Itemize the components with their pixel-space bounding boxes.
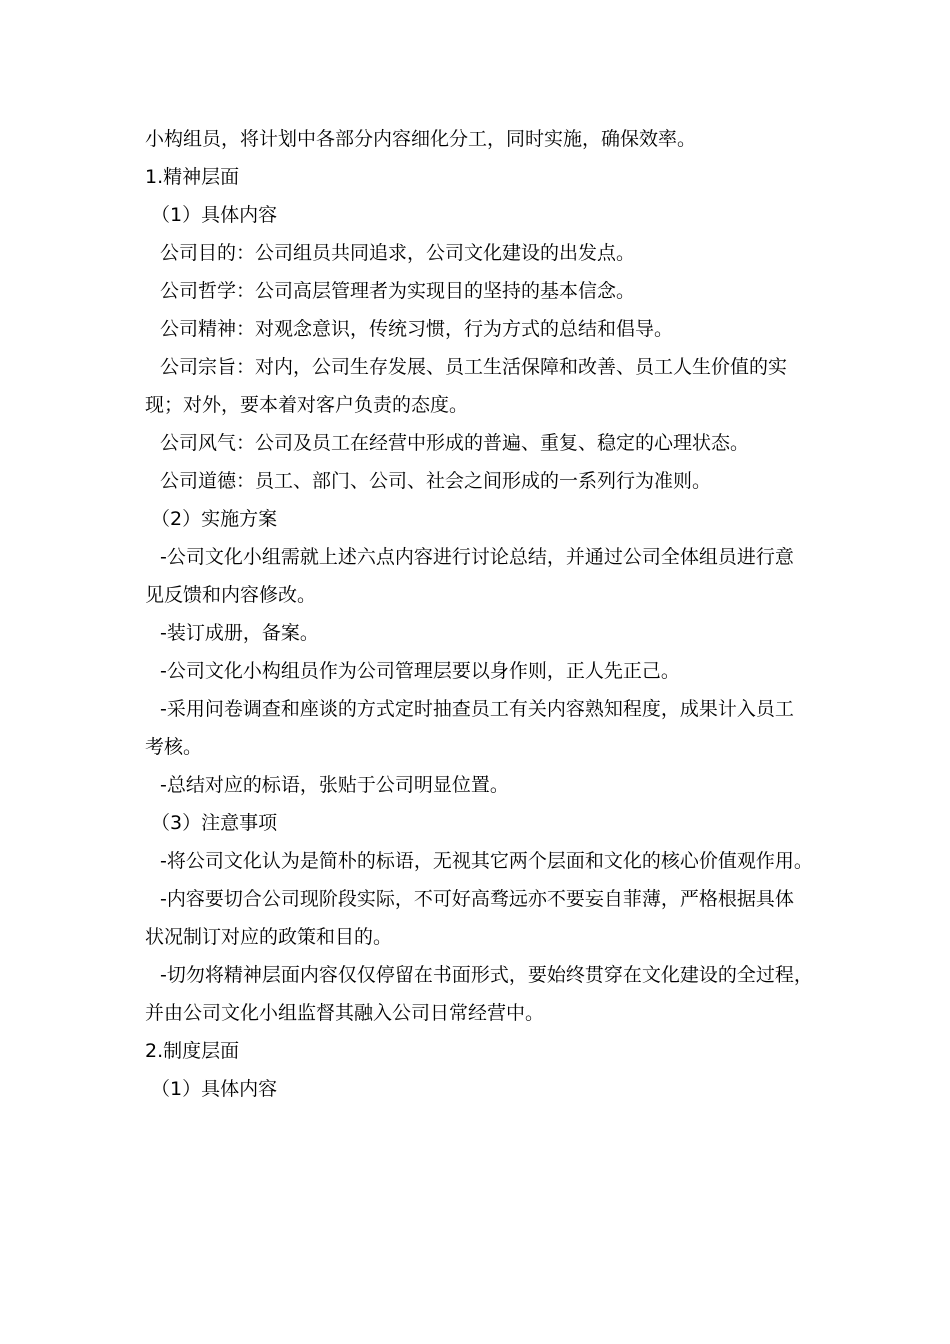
item-company-purpose: 公司目的：公司组员共同追求，公司文化建设的出发点。 — [160, 242, 636, 264]
list-item: -总结对应的标语，张贴于公司明显位置。 — [160, 774, 509, 796]
item-company-philosophy: 公司哲学：公司高层管理者为实现目的坚持的基本信念。 — [160, 280, 636, 302]
item-company-spirit: 公司精神：对观念意识，传统习惯，行为方式的总结和倡导。 — [160, 318, 674, 340]
subheading-content: （1）具体内容 — [151, 1078, 278, 1100]
list-item-cont: 并由公司文化小组监督其融入公司日常经营中。 — [145, 1002, 545, 1024]
section-heading-system: 2.制度层面 — [145, 1040, 240, 1062]
subheading-notes: （3）注意事项 — [151, 812, 278, 834]
list-item: -内容要切合公司现阶段实际，不可好高骛远亦不要妄自菲薄，严格根据具体 — [160, 888, 794, 910]
list-item-cont: 状况制订对应的政策和目的。 — [145, 926, 393, 948]
item-company-ethics: 公司道德：员工、部门、公司、社会之间形成的一系列行为准则。 — [160, 470, 712, 492]
item-company-atmosphere: 公司风气：公司及员工在经营中形成的普遍、重复、稳定的心理状态。 — [160, 432, 750, 454]
list-item: -采用问卷调查和座谈的方式定时抽查员工有关内容熟知程度，成果计入员工 — [160, 698, 794, 720]
document-body — [145, 120, 821, 1108]
subheading-content: （1）具体内容 — [151, 204, 278, 226]
list-item: -公司文化小组需就上述六点内容进行讨论总结，并通过公司全体组员进行意 — [160, 546, 794, 568]
list-item-cont: 见反馈和内容修改。 — [145, 584, 317, 606]
subheading-implementation: （2）实施方案 — [151, 508, 278, 530]
list-item: -将公司文化认为是简朴的标语，无视其它两个层面和文化的核心价值观作用。 — [160, 850, 813, 872]
item-company-tenet: 公司宗旨：对内，公司生存发展、员工生活保障和改善、员工人生价值的实 — [160, 356, 788, 378]
list-item: -装订成册，备案。 — [160, 622, 319, 644]
item-company-tenet-cont: 现；对外，要本着对客户负责的态度。 — [145, 394, 469, 416]
paragraph-continuation: 小构组员，将计划中各部分内容细化分工，同时实施，确保效率。 — [145, 128, 697, 150]
list-item: -切勿将精神层面内容仅仅停留在书面形式，要始终贯穿在文化建设的全过程， — [160, 964, 813, 986]
list-item-cont: 考核。 — [145, 736, 203, 758]
section-heading-spiritual: 1.精神层面 — [145, 166, 240, 188]
list-item: -公司文化小构组员作为公司管理层要以身作则，正人先正己。 — [160, 660, 680, 682]
